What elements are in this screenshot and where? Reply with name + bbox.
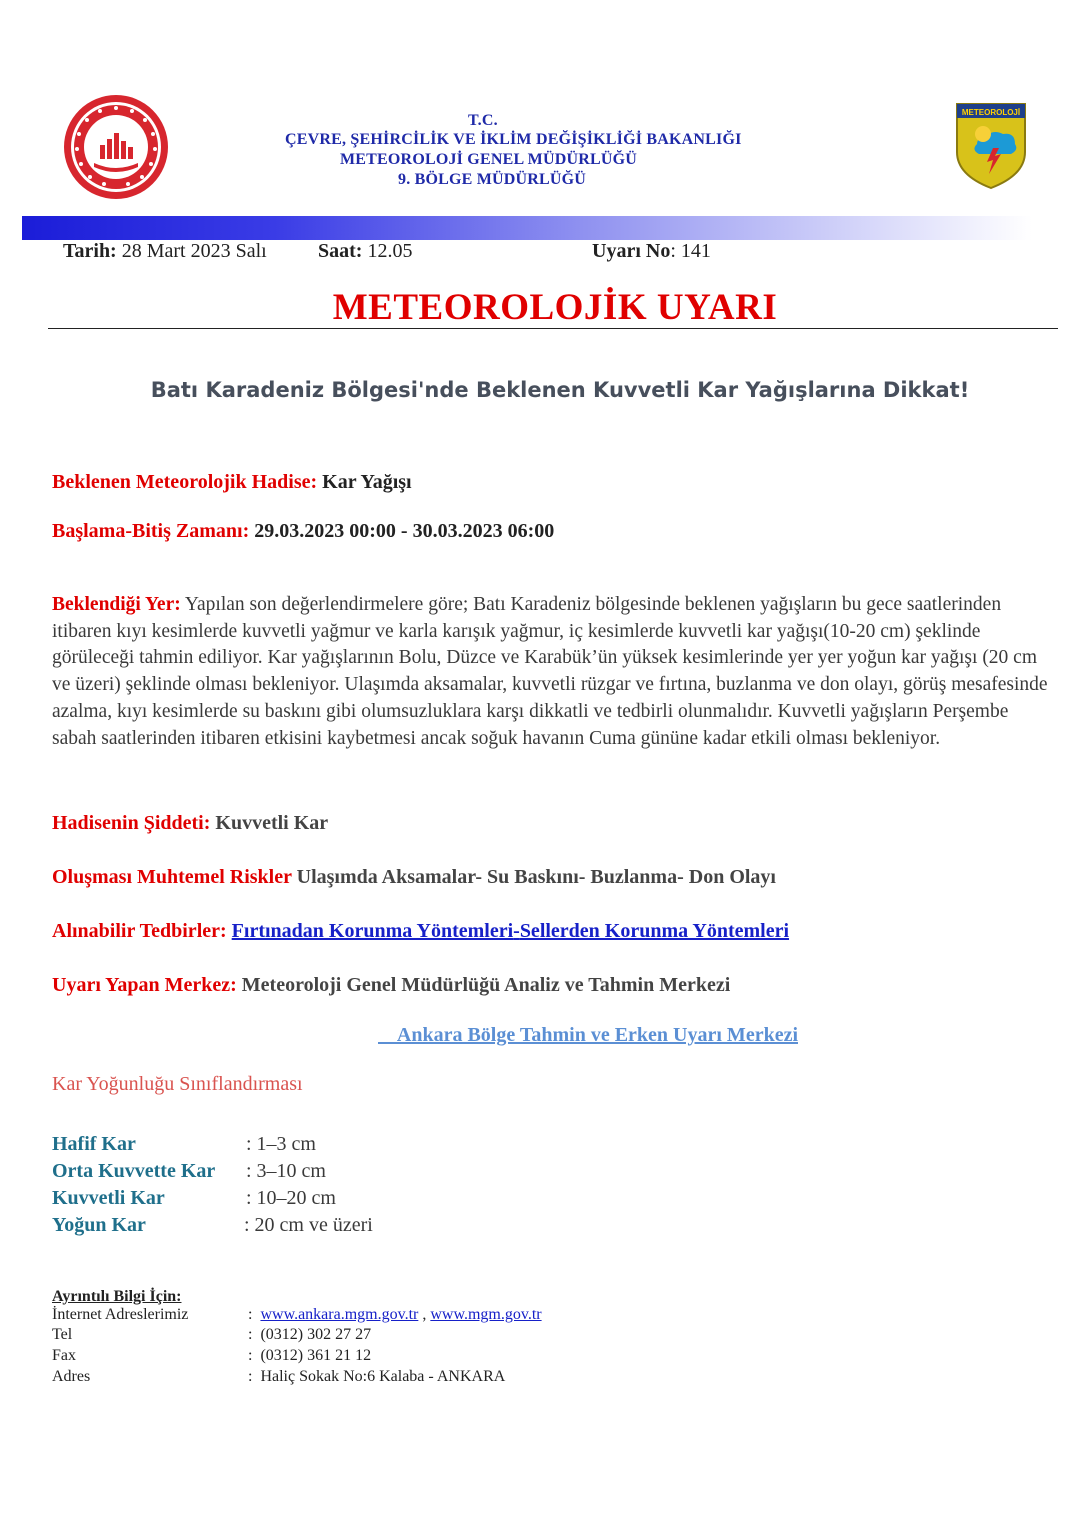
date-value: 28 Mart 2023 Salı [116, 240, 267, 262]
time-label: Saat: [318, 240, 363, 262]
snow-class-row [52, 1160, 215, 1183]
snow-class-value: : 10–20 cm [246, 1187, 336, 1209]
snow-class-value: : 1–3 cm [246, 1133, 316, 1155]
risks-value: Ulaşımda Aksamalar- Su Baskını- Buzlanma- Don Olayı [291, 866, 776, 888]
snow-class-value: : 20 cm ve üzeri [244, 1214, 373, 1236]
center-label: Uyarı Yapan Merkez: [52, 974, 237, 996]
risks-label: Oluşması Muhtemel Riskler [52, 866, 292, 888]
snow-class-name: Hafif Kar [52, 1133, 136, 1155]
page-title: METEOROLOJİK UYARI [332, 287, 778, 328]
date-label: Tarih: [63, 240, 117, 262]
location-label: Beklendiği Yer: [52, 594, 181, 615]
period-label: Başlama-Bitiş Zamanı: [52, 520, 250, 542]
header-region: 9. BÖLGE MÜDÜRLÜĞÜ [398, 171, 587, 188]
snow-class-name: Kuvvetli Kar [52, 1187, 165, 1209]
snow-class-row [52, 1133, 136, 1156]
storm-protection-link[interactable]: Fırtınadan Korunma Yöntemleri [231, 920, 514, 942]
internet-label: İnternet Adreslerimiz [52, 1306, 189, 1323]
time-value: 12.05 [362, 240, 413, 262]
event-row [52, 471, 412, 494]
warning-number-value: : 141 [670, 240, 711, 262]
internet-separator: : [248, 1306, 253, 1323]
warning-number-label: Uyarı No [592, 240, 671, 262]
risks-row [52, 866, 776, 889]
period-row [52, 520, 554, 543]
event-label: Beklenen Meteorolojik Hadise: [52, 471, 318, 493]
address-value: : Haliç Sokak No:6 Kalaba - ANKARA [248, 1368, 506, 1385]
tel-value: : (0312) 302 27 27 [248, 1326, 372, 1343]
title-divider [48, 328, 1058, 329]
header-directorate: METEOROLOJİ GENEL MÜDÜRLÜĞÜ [340, 151, 637, 168]
fax-label: Fax [52, 1347, 76, 1364]
snow-class-row [52, 1187, 165, 1210]
internet-value [248, 1306, 542, 1324]
snow-classification-title: Kar Yoğunluğu Sınıflandırması [52, 1073, 303, 1095]
snow-class-name: Orta Kuvvette Kar [52, 1160, 216, 1182]
severity-value: Kuvvetli Kar [210, 812, 329, 834]
ankara-mgm-link[interactable]: www.ankara.mgm.gov.tr [260, 1306, 419, 1323]
fax-value: : (0312) 361 21 12 [248, 1347, 372, 1364]
warning-number-field [592, 240, 711, 263]
time-field [318, 240, 412, 263]
severity-row [52, 812, 328, 835]
location-paragraph [52, 592, 1052, 752]
tel-label: Tel [52, 1326, 73, 1343]
address-label: Adres [52, 1368, 91, 1385]
meteorology-shield-logo [953, 100, 1029, 190]
period-value: 29.03.2023 00:00 - 30.03.2023 06:00 [249, 520, 555, 542]
snow-class-row [52, 1214, 146, 1237]
location-text: Yapılan son değerlendirmelere göre; Batı Karadeniz bölgesinde beklenen yağışların bu gece saatlerinden itibaren kıyı kesimlerde kuvvetli yağmur ve karla karışık yağmur, iç kesimlerde kuvvetli kar yağışı(10-20 cm) şeklinde görüleceği tahmin ediliyor. Kar yağışlarının Bolu, Düzce ve Karabük’ün yüksek kesimlerinde yer yer yoğun kar yağışı (20 cm ve üzeri) şeklinde olması bekleniyor. Ulaşımda aksamalar, kuvvetli rüzgar ve fırtına, buzlanma ve don olayı, görüş mesafesinde azalma, kıyı kesimlerde su baskını gibi olumsuzluklara karşı dikkatli ve tedbirli olunmalıdır. Kuvvetli yağışların Perşembe sabah saatlerinden itibaren etkisini kaybetmesi ancak soğuk havanın Cuma gününe kadar etkili olması bekleniyor. [52, 594, 1048, 749]
snow-class-name: Yoğun Kar [52, 1214, 146, 1236]
measures-separator: - [513, 920, 520, 942]
regional-center-link[interactable]: Ankara Bölge Tahmin ve Erken Uyarı Merkezi [378, 1024, 798, 1046]
internet-comma: , [418, 1306, 431, 1323]
measures-row [52, 920, 789, 943]
header-tc: T.C. [468, 112, 498, 129]
mgm-link[interactable]: www.mgm.gov.tr [430, 1306, 542, 1323]
date-field [63, 240, 267, 263]
warning-subtitle: Batı Karadeniz Bölgesi'nde Beklenen Kuvvetli Kar Yağışlarına Dikkat! [150, 378, 970, 402]
severity-label: Hadisenin Şiddeti: [52, 812, 211, 834]
snow-class-value: : 3–10 cm [246, 1160, 326, 1182]
header-ministry: ÇEVRE, ŞEHİRCİLİK VE İKLİM DEĞİŞİKLİĞİ BAKANLIĞI [285, 131, 742, 148]
ministry-seal-logo [62, 93, 170, 201]
event-value: Kar Yağışı [317, 471, 412, 493]
flood-protection-link[interactable]: Sellerden Korunma Yöntemleri [519, 920, 790, 942]
logo-meteoroloji-text: METEOROLOJİ [961, 108, 1021, 117]
center-row [52, 974, 730, 997]
center-value: Meteoroloji Genel Müdürlüğü Analiz ve Tahmin Merkezi [236, 974, 731, 996]
contact-title: Ayrıntılı Bilgi İçin: [52, 1288, 182, 1305]
measures-label: Alınabilir Tedbirler: [52, 920, 227, 942]
header-gradient-band [22, 216, 1032, 240]
